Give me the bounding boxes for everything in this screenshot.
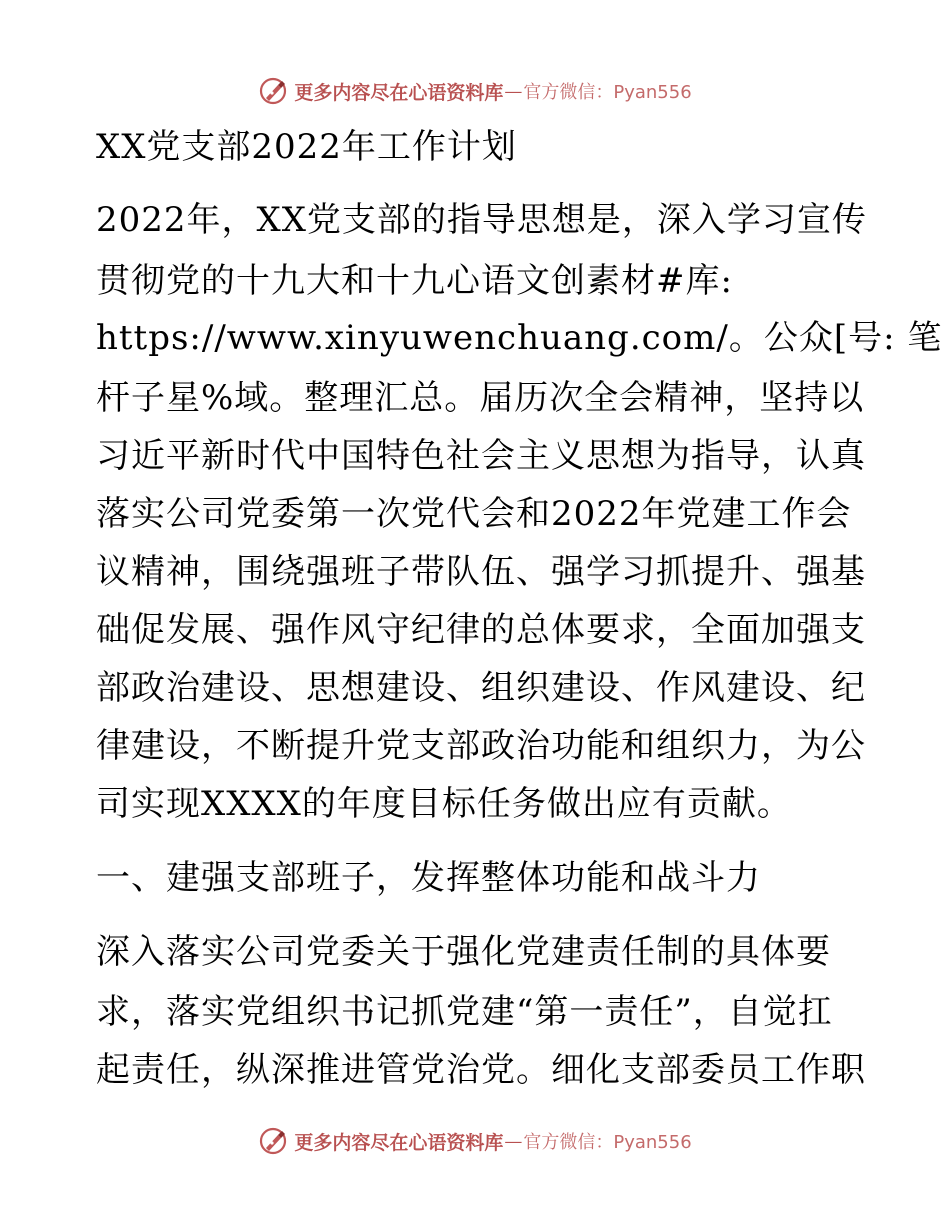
watermark-wechat: 官方微信：Pyan556 [523, 1132, 692, 1153]
paragraph-line: 杆子星%域。整理汇总。届历次全会精神，坚持以 [96, 378, 865, 418]
paragraph-line: 2022年，XX党支部的指导思想是，深入学习宣传 [96, 200, 867, 240]
pen-logo-icon [258, 1126, 288, 1156]
paragraph-line: 习近平新时代中国特色社会主义思想为指导，认真 [96, 436, 866, 476]
document-title: XX党支部2022年工作计划 [96, 127, 517, 167]
paragraph-line: 贯彻党的十九大和十九心语文创素材#库: [96, 261, 733, 301]
watermark-footer [0, 1121, 950, 1161]
section-heading: 一、建强支部班子，发挥整体功能和战斗力 [96, 858, 761, 898]
paragraph-line: 深入落实公司党委关于强化党建责任制的具体要 [96, 932, 831, 972]
paragraph-line: 落实公司党委第一次党代会和2022年党建工作会 [96, 494, 852, 534]
watermark-wechat: 官方微信：Pyan556 [523, 82, 692, 103]
paragraph-line: 起责任，纵深推进管党治党。细化支部委员工作职 [96, 1050, 866, 1090]
paragraph-line: 律建设，不断提升党支部政治功能和组织力，为公 [96, 726, 866, 766]
watermark-separator: — [504, 1130, 523, 1152]
paragraph-line: 求，落实党组织书记抓党建“第一责任”，自觉扛 [96, 992, 833, 1032]
watermark-separator: — [504, 80, 523, 102]
watermark-brand: 更多内容尽在心语资料库 [294, 81, 504, 104]
paragraph-line: 司实现XXXX的年度目标任务做出应有贡献。 [96, 784, 792, 824]
pen-logo-icon [258, 76, 288, 106]
watermark-header [0, 71, 950, 111]
paragraph-line: 部政治建设、思想建设、组织建设、作风建设、纪 [96, 668, 866, 708]
paragraph-line: 础促发展、强作风守纪律的总体要求，全面加强支 [96, 610, 866, 650]
paragraph-line: 议精神，围绕强班子带队伍、强学习抓提升、强基 [96, 552, 866, 592]
paragraph-line: https://www.xinyuwenchuang.com/。公众[号: 笔 [96, 318, 943, 358]
watermark-brand: 更多内容尽在心语资料库 [294, 1131, 504, 1154]
